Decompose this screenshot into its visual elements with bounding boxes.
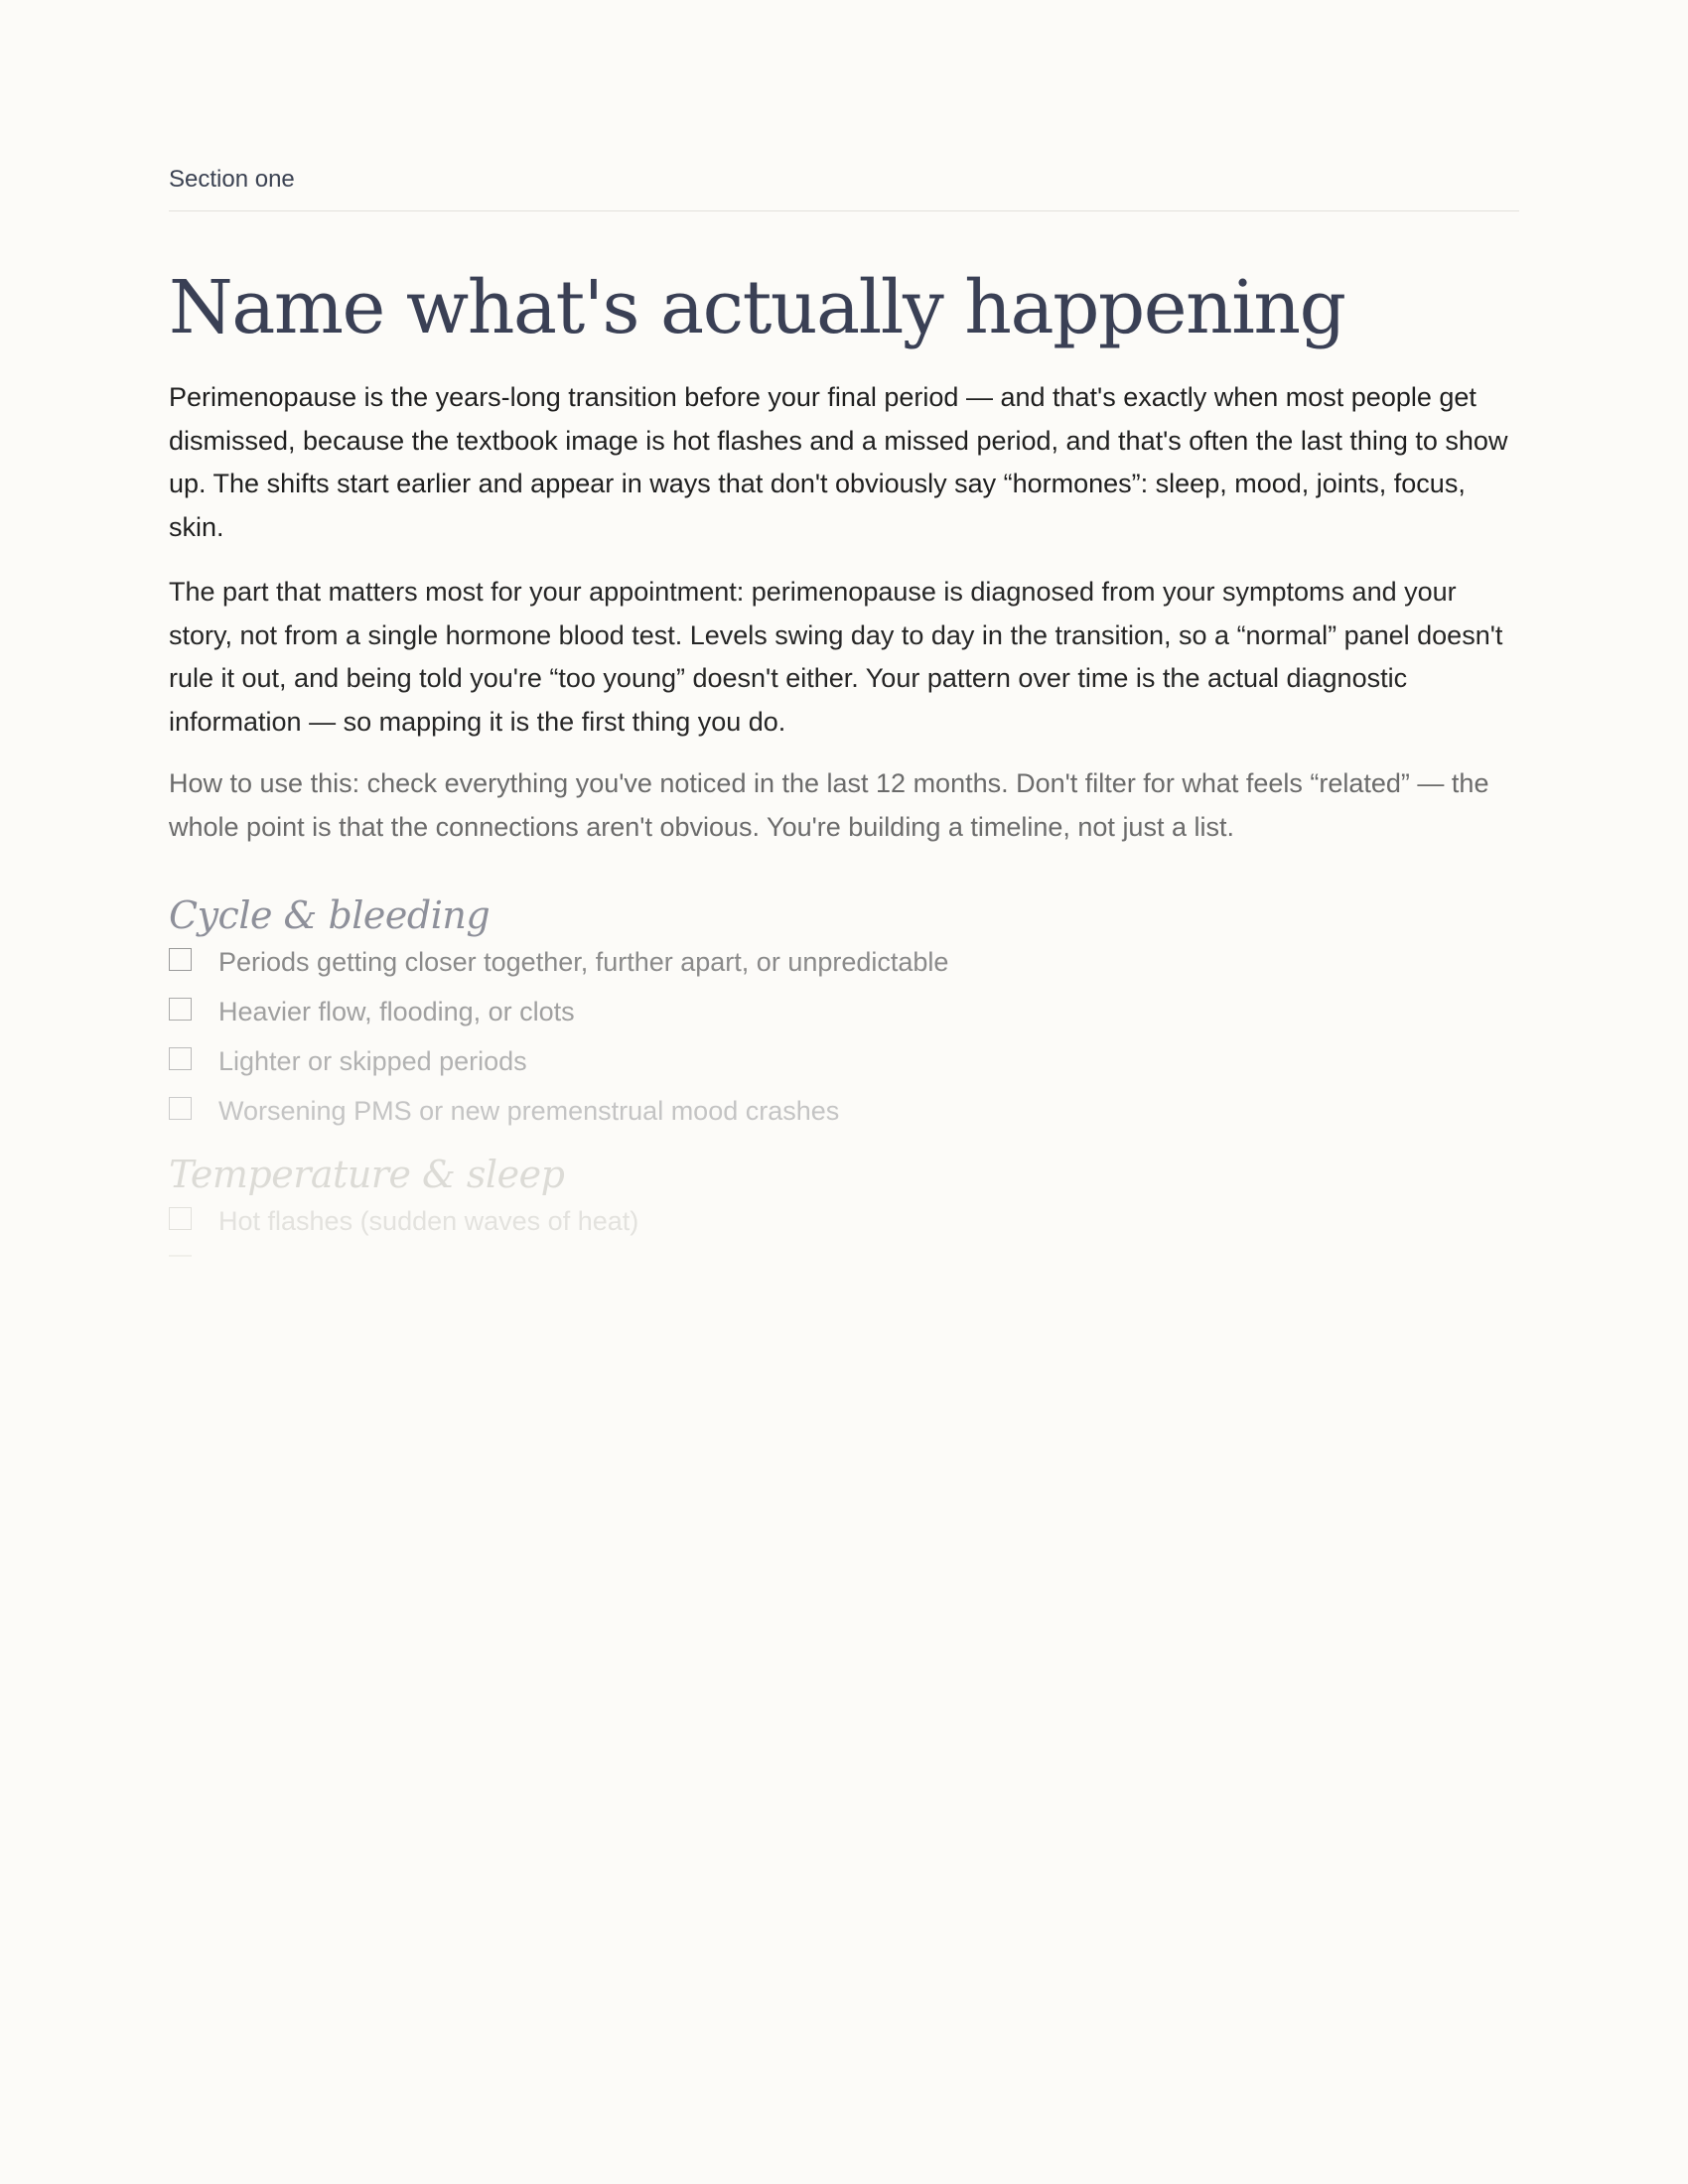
checklist-item[interactable] bbox=[169, 946, 1162, 986]
checkbox[interactable] bbox=[169, 948, 192, 971]
category-heading-cycle: Cycle & bleeding bbox=[169, 893, 491, 937]
checkbox[interactable] bbox=[169, 1047, 192, 1070]
intro-paragraph: Perimenopause is the years-long transition before your final period — and that's exactly when most people get dismissed, because the textbook image is hot flashes and a missed period, and that's often the last thing to show up. The shifts start earlier and appear in ways that don't obviously say “hormones”: sleep, mood, joints, focus, skin. bbox=[169, 382, 1508, 542]
diagnosis-paragraph: The part that matters most for your appointment: perimenopause is diagnosed from your symptoms and your story, not from a single hormone blood test. Levels swing day to day in the transition, so a “normal” panel doesn't rule it out, and being told you're “too young” doesn't either. Your pattern over time is the actual diagnostic information — so mapping it is the first thing you do. bbox=[169, 577, 1503, 737]
category-heading-temperature: Temperature & sleep bbox=[169, 1153, 565, 1196]
checkbox[interactable] bbox=[169, 1097, 192, 1120]
checkbox[interactable] bbox=[169, 1207, 192, 1230]
checklist-item-label: Lighter or skipped periods bbox=[218, 1046, 527, 1076]
divider bbox=[169, 210, 1519, 211]
instructions-paragraph: How to use this: check everything you've noticed in the last 12 months. Don't filter for what feels “related” — the whole point is that the connections aren't obvious. You're building a timeline, not just a list. bbox=[169, 768, 1489, 842]
checklist-item-label: Worsening PMS or new premenstrual mood crashes bbox=[218, 1096, 840, 1126]
checklist-item-label: Periods getting closer together, further apart, or unpredictable bbox=[218, 947, 949, 977]
checklist-item[interactable] bbox=[169, 1045, 1162, 1085]
checklist-item[interactable] bbox=[169, 1205, 1162, 1245]
checklist-item-label: Hot flashes (sudden waves of heat) bbox=[218, 1206, 639, 1236]
page-title: Name what's actually happening bbox=[169, 265, 1345, 350]
checklist-item[interactable] bbox=[169, 996, 1162, 1035]
checkbox[interactable] bbox=[169, 998, 192, 1021]
checklist-item-label: Heavier flow, flooding, or clots bbox=[218, 997, 575, 1026]
section-label: Section one bbox=[169, 166, 295, 193]
checklist-item[interactable] bbox=[169, 1095, 1162, 1135]
faded-checkbox bbox=[169, 1255, 192, 1257]
